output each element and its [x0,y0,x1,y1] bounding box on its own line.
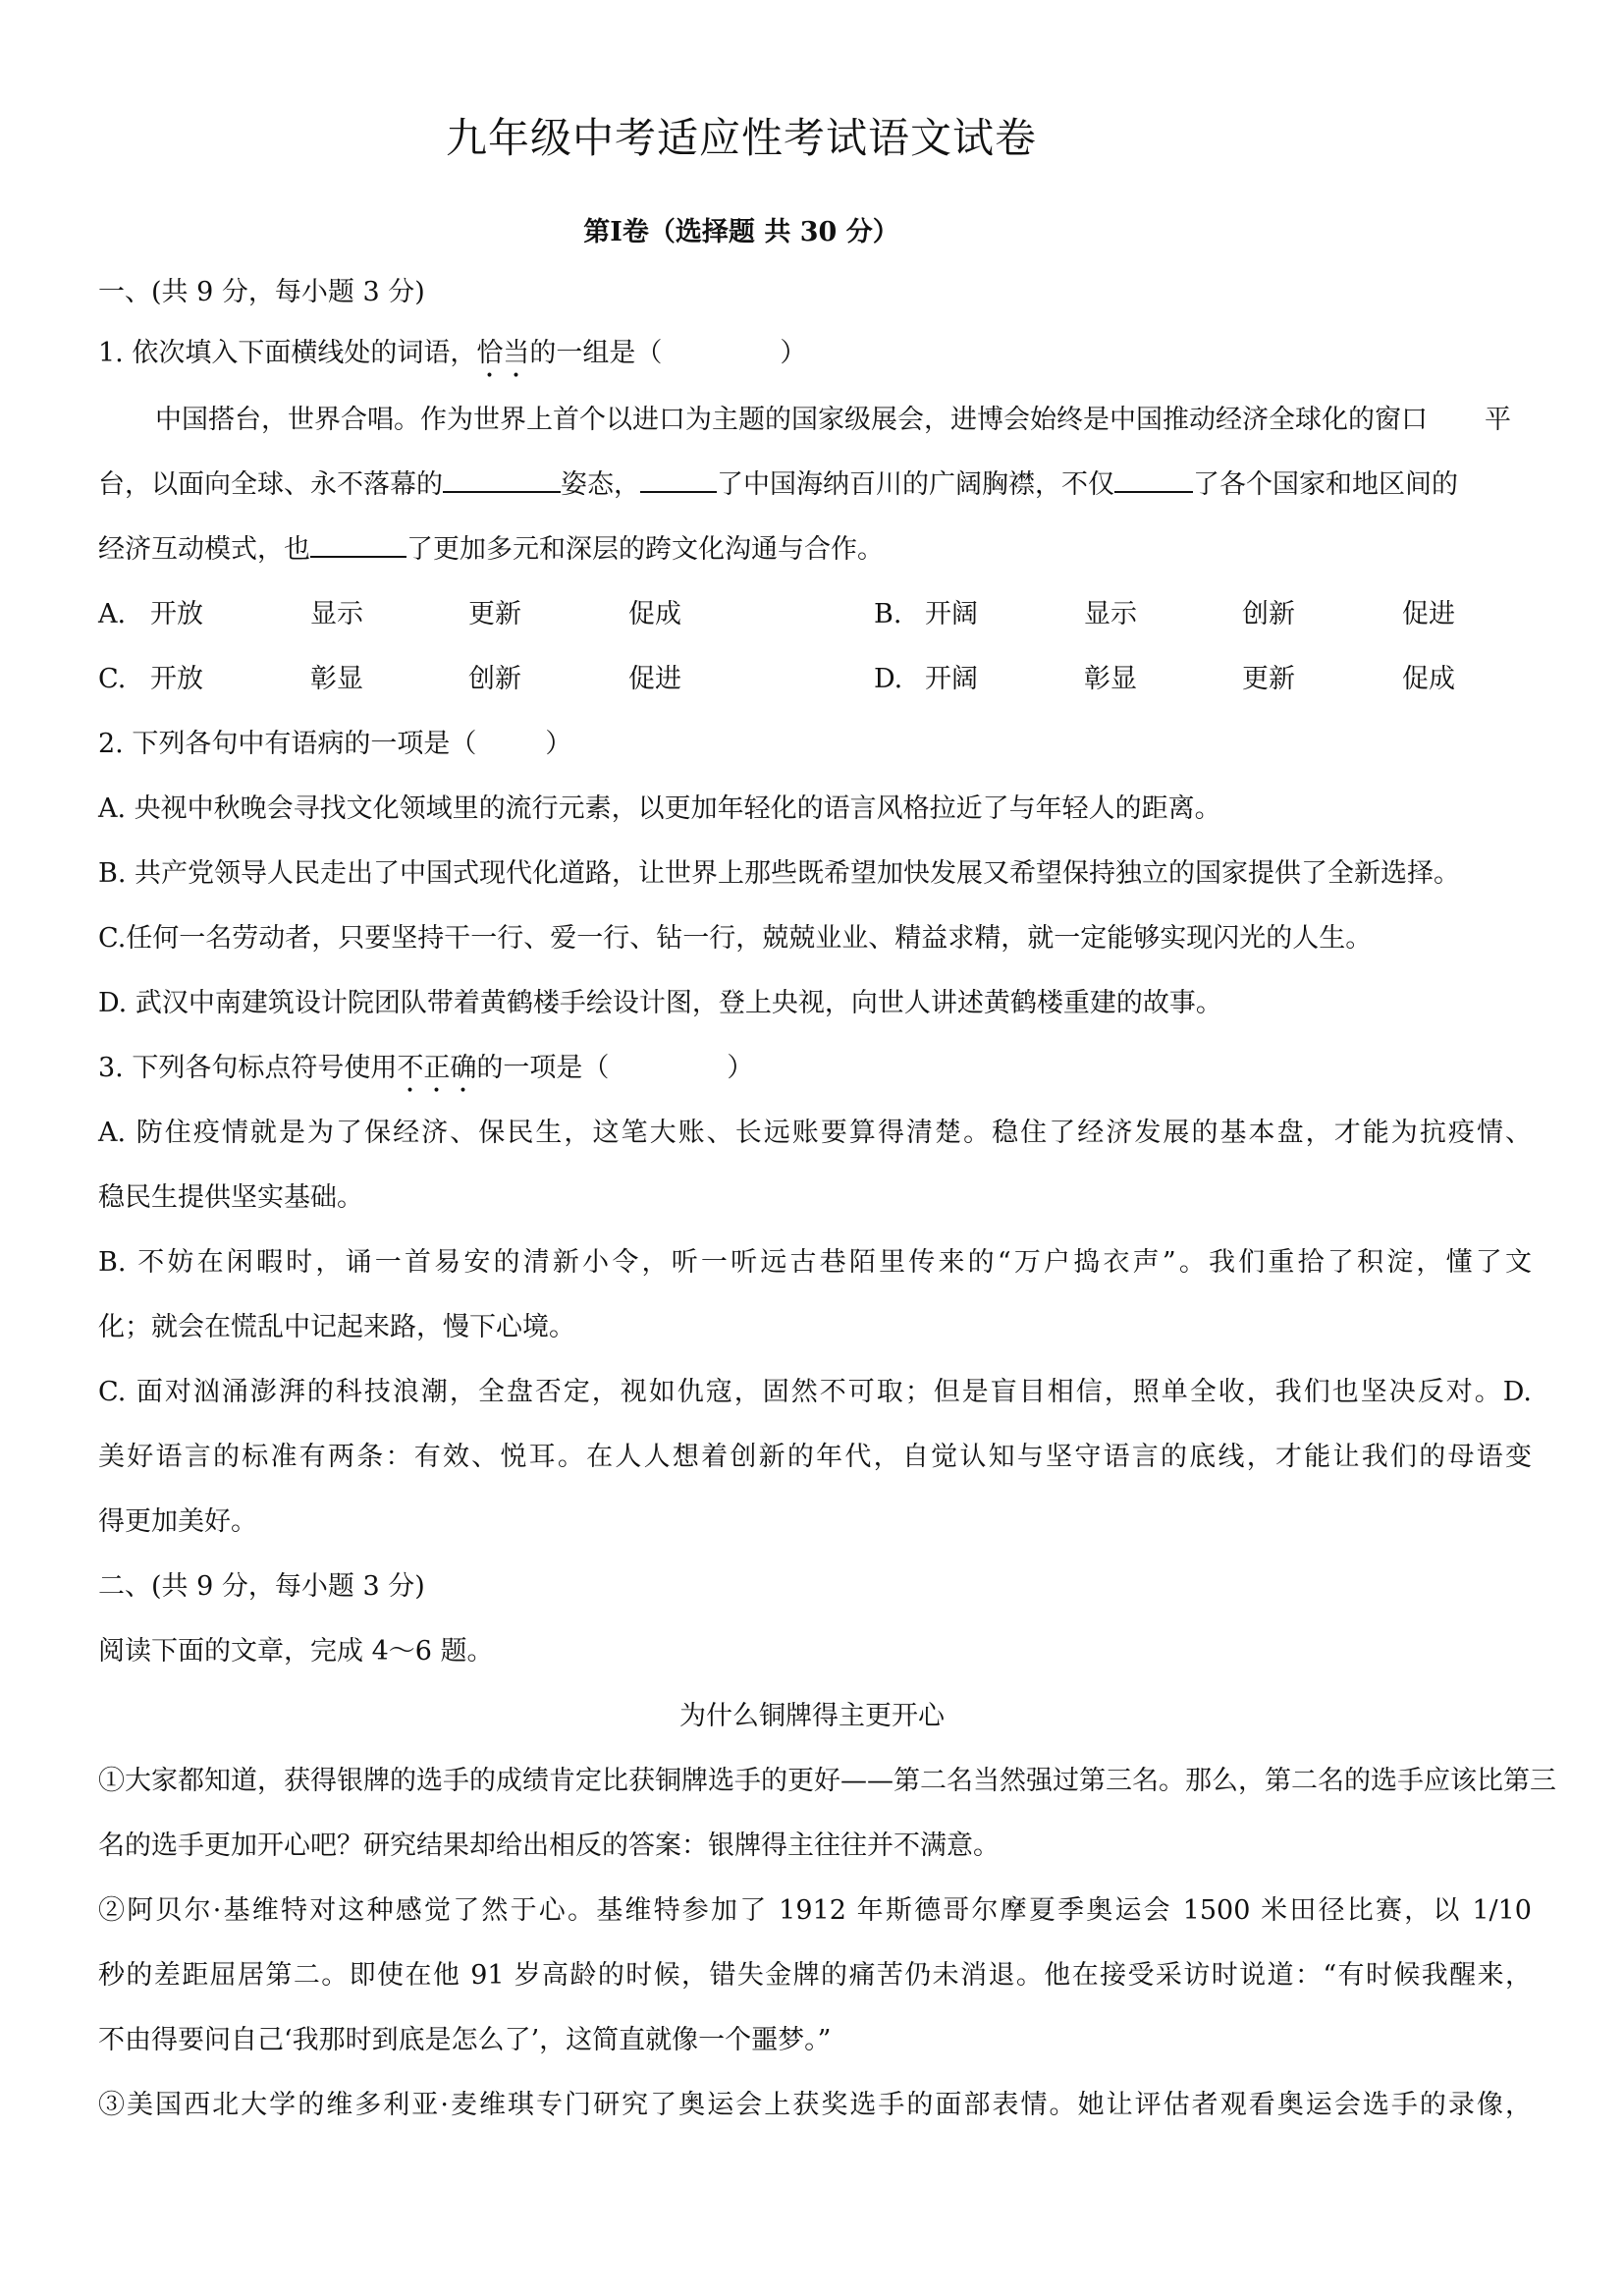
blank-2 [640,465,717,493]
q2-option-d: D. 武汉中南建筑设计院团队带着黄鹤楼手绘设计图，登上央视，向世人讲述黄鹤楼重建的故事。 [98,988,1222,1018]
exam-subtitle: 第Ⅰ卷（选择题 共 30 分） [583,217,899,247]
article-p3-line1: ③美国西北大学的维多利亚·麦维琪专门研究了奥运会上获奖选手的面部表情。她让评估者观看奥运会选手的录像， [98,2090,1532,2120]
q3-option-c-line3: 得更加美好。 [98,1506,257,1537]
article-title: 为什么铜牌得主更开心 [679,1701,945,1731]
article-p1-line1: ①大家都知道，获得银牌的选手的成绩肯定比获铜牌选手的更好——第二名当然强过第三名。那么，第二名的选手应该比第三 [98,1766,1556,1796]
q1-passage-line3: 经济互动模式，也 了更加多元和深层的跨文化沟通与合作。 [98,530,1532,570]
article-p2-line1: ②阿贝尔·基维特对这种感觉了然于心。基维特参加了 1912 年斯德哥尔摩夏季奥运会 1500 米田径比赛，以 1/10 [98,1895,1532,1926]
q1-passage-line2: 台，以面向全球、永不落幕的 姿态， 了中国海纳百川的广阔胸襟，不仅 了各个国家和地区间的 [98,465,1532,505]
q2-option-b: B. 共产党领导人民走出了中国式现代化道路，让世界上那些既希望加快发展又希望保持独立的国家提供了全新选择。 [98,858,1461,889]
q3-option-b-line1: B. 不妨在闲暇时，诵一首易安的清新小令，听一听远古巷陌里传来的“万户捣衣声”。我们重拾了积淀，懂了文 [98,1247,1532,1278]
blank-1 [443,465,561,493]
q3-option-c-line1: C. 面对汹涌澎湃的科技浪潮，全盘否定，视如仇寇，固然不可取；但是盲目相信，照单全收，我们也坚决反对。D. [98,1377,1532,1407]
exam-title: 九年级中考适应性考试语文试卷 [445,114,1037,162]
blank-4 [310,530,406,558]
article-p2-line3: 不由得要问自己‘我那时到底是怎么了’，这简直就像一个噩梦。” [98,2025,832,2055]
q3-stem: 3. 下列各句标点符号使用不正确的一项是（ ） [98,1053,754,1083]
q2-option-c: C.任何一名劳动者，只要坚持干一行、爱一行、钻一行，兢兢业业、精益求精，就一定能够实现闪光的人生。 [98,923,1373,954]
blank-3 [1114,465,1193,493]
article-p2-line2: 秒的差距屈居第二。即使在他 91 岁高龄的时候，错失金牌的痛苦仍未消退。他在接受采访时说道：“有时候我醒来， [98,1960,1532,1991]
section2-intro: 阅读下面的文章，完成 4～6 题。 [98,1636,494,1667]
q2-stem: 2. 下列各句中有语病的一项是（ ） [98,729,572,759]
q3-option-a-line2: 稳民生提供坚实基础。 [98,1182,363,1213]
section1-heading: 一、(共 9 分，每小题 3 分) [98,277,425,307]
q3-option-c-line2: 美好语言的标准有两条：有效、悦耳。在人人想着创新的年代，自觉认知与坚守语言的底线，才能让我们的母语变 [98,1442,1532,1472]
q1-passage-line1: 中国搭台，世界合唱。作为世界上首个以进口为主题的国家级展会，进博会始终是中国推动经济全球化的窗口 平 [155,405,1511,435]
q3-option-a-line1: A. 防住疫情就是为了保经济、保民生，这笔大账、长远账要算得清楚。稳住了经济发展的基本盘，才能为抗疫情、 [98,1118,1532,1148]
article-p1-line2: 名的选手更加开心吧？研究结果却给出相反的答案：银牌得主往往并不满意。 [98,1831,1000,1861]
exam-page: 九年级中考适应性考试语文试卷 第Ⅰ卷（选择题 共 30 分） 一、(共 9 分，每小题 3 分) 1. 依次填入下面横线处的词语，恰当的一组是（ ） 中国搭台，世界合唱。作为世界上首个以进口为主题的国家级展会，进博会始终是中国推动经济全球化的窗口 平 台，以面向全球、永不落幕的 姿态， 了中国海纳百川的广阔胸襟，不仅 了各个国家和地区间的 经济互动模式，也 了更加多元和深层的跨文化沟通与合作。 A. 开放 显示 更新 促成 B. 开阔 显示 创新 促进 C. 开放 彰显 创新 促进 D. 开阔 彰显 更新 促成 2. 下列各句中有语病的一项是（ ） A. 央视中秋晚会寻找文化领域里的流行元素，以更加年轻化的语言风格拉近了与年轻人的距离。 B. 共产党领导人民走出了中国式现代化道路，让世界上那些既希望加快发展又希望保持独立的国家提供了全新选择。 C.任何一名劳动者，只要坚持干一行、爱一行、钻一行，兢兢业业、精益求精，就一定能够实现闪光的人生。 D. 武汉中南建筑设计院团队带着黄鹤楼手绘设计图，登上央视，向世人讲述黄鹤楼重建的故事。 3. 下列各句标点符号使用不正确的一项是（ ） A. 防住疫情就是为了保经济、保民生，这笔大账、长远账要算得清楚。稳住了经济发展的基本盘，才能为抗疫情、 稳民生提供坚实基础。 B. 不妨在闲暇时，诵一首易安的清新小令，听一听远古巷陌里传来的“万户捣衣声”。我们重拾了积淀，懂了文 化；就会在慌乱中记起来路，慢下心境。 C. 面对汹涌澎湃的科技浪潮，全盘否定，视如仇寇，固然不可取；但是盲目相信，照单全收，我们也坚决反对。D. 美好语言的标准有两条：有效、悦耳。在人人想着创新的年代，自觉认知与坚守语言的底线，才能让我们的母语变 得更加美好。 二、(共 9 分，每小题 3 分) 阅读下面的文章，完成 4～6 题。 为什么铜牌得主更开心 ①大家都知道，获得银牌的选手的成绩肯定比获铜牌选手的更好——第二名当然强过第三名。那么，第二名的选手应该比第三 名的选手更加开心吧？研究结果却给出相反的答案：银牌得主往往并不满意。 ②阿贝尔·基维特对这种感觉了然于心。基维特参加了 1912 年斯德哥尔摩夏季奥运会 1500 米田径比赛，以 1/10 秒的差距屈居第二。即使在他 91 岁高龄的时候，错失金牌的痛苦仍未消退。他在接受采访时说道：“有时候我醒来， 不由得要问自己‘我那时到底是怎么了’，这简直就像一个噩梦。” ③美国西北大学的维多利亚·麦维琪专门研究了奥运会上获奖选手的面部表情。她让评估者观看奥运会选手的录像， [0,0,1624,2295]
q2-option-a: A. 央视中秋晚会寻找文化领域里的流行元素，以更加年轻化的语言风格拉近了与年轻人的距离。 [98,793,1221,824]
q1-emphasis: 恰当 [476,338,530,368]
section2-heading: 二、(共 9 分，每小题 3 分) [98,1571,425,1602]
q3-emphasis: 不正确 [397,1053,477,1083]
q3-option-b-line2: 化；就会在慌乱中记起来路，慢下心境。 [98,1312,575,1342]
q1-stem: 1. 依次填入下面横线处的词语，恰当的一组是（ ） [98,338,807,368]
